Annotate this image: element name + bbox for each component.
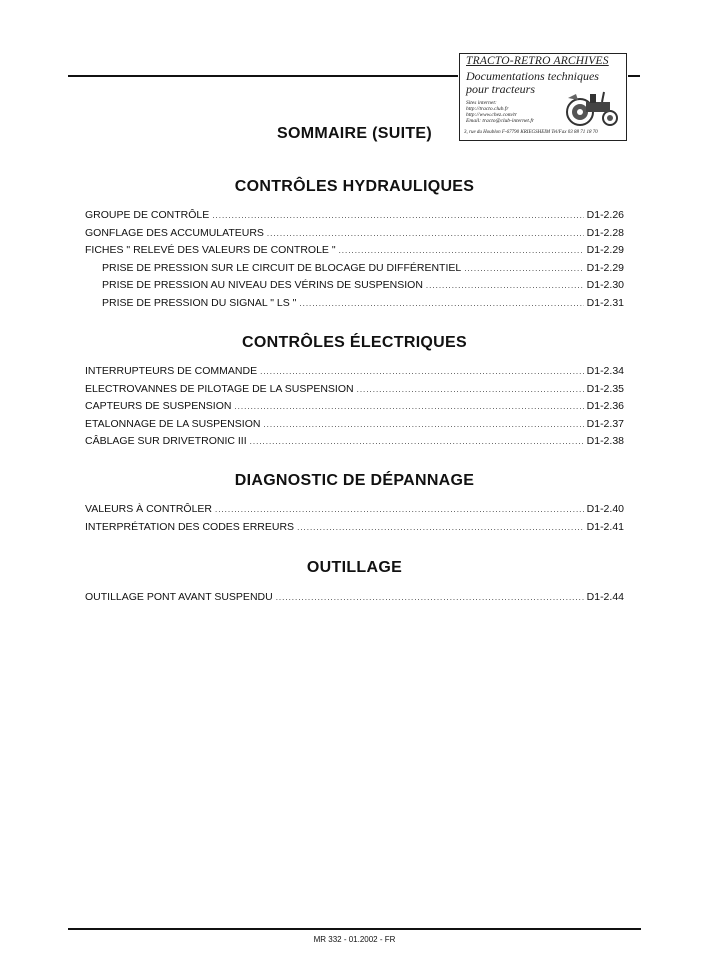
footer-rule (68, 928, 641, 930)
toc-entry[interactable] (85, 521, 624, 539)
toc-diagnostic (85, 503, 624, 538)
toc-electrical (85, 365, 624, 453)
toc-entry-label: PRISE DE PRESSION AU NIVEAU DES VÉRINS DE SUSPENSION (102, 279, 423, 291)
toc-entry-page: D1-2.40 (586, 503, 624, 515)
toc-tooling (85, 591, 624, 609)
section-title-diagnostic: DIAGNOSTIC DE DÉPANNAGE (234, 472, 475, 489)
toc-entry-label: GROUPE DE CONTRÔLE (85, 209, 210, 221)
stamp-sites-label: Sites internet: (466, 100, 497, 106)
toc-entry-label: INTERRUPTEURS DE COMMANDE (85, 365, 258, 377)
toc-entry-page: D1-2.31 (586, 296, 624, 309)
toc-entry-page: D1-2.29 (586, 261, 624, 274)
header-rule (68, 75, 458, 77)
toc-entry[interactable] (85, 435, 624, 453)
toc-leader-dots (276, 593, 584, 602)
toc-entry-page: D1-2.28 (586, 226, 624, 239)
toc-leader-dots (357, 385, 584, 394)
toc-leader-dots (297, 523, 584, 532)
toc-entry-label: VALEURS À CONTRÔLER (85, 503, 212, 515)
toc-subentry[interactable] (85, 297, 624, 315)
toc-leader-dots (215, 505, 584, 514)
tractor-illustration-icon (564, 88, 622, 128)
toc-entry-label: ELECTROVANNES DE PILOTAGE DE LA SUSPENSION (85, 382, 354, 395)
toc-leader-dots (267, 229, 584, 238)
toc-entry[interactable] (85, 383, 624, 401)
toc-entry[interactable] (85, 227, 624, 245)
toc-entry-label: PRISE DE PRESSION SUR LE CIRCUIT DE BLOCAGE DU DIFFÉRENTIEL (102, 261, 462, 274)
page-title: SOMMAIRE (SUITE) (276, 125, 433, 142)
toc-entry-page: D1-2.34 (586, 365, 624, 377)
toc-entry[interactable] (85, 503, 624, 521)
toc-entry-label: INTERPRÉTATION DES CODES ERREURS (85, 520, 295, 533)
toc-entry-label: CÂBLAGE SUR DRIVETRONIC III (85, 435, 247, 447)
toc-entry-page: D1-2.26 (586, 209, 624, 221)
stamp-site-1: http://tracto.club.fr (466, 106, 509, 112)
toc-leader-dots (212, 211, 583, 220)
toc-entry-label: CAPTEURS DE SUSPENSION (85, 400, 232, 412)
toc-entry-page: D1-2.37 (586, 417, 624, 430)
toc-entry[interactable] (85, 365, 624, 383)
toc-leader-dots (299, 299, 583, 308)
toc-leader-dots (234, 402, 583, 411)
toc-hydraulic (85, 209, 624, 314)
toc-entry-page: D1-2.29 (586, 244, 624, 256)
toc-subentry[interactable] (85, 262, 624, 280)
header-rule-right (628, 75, 640, 77)
toc-leader-dots (250, 437, 584, 446)
toc-leader-dots (263, 420, 583, 429)
section-title-tooling: OUTILLAGE (306, 559, 403, 576)
section-title-hydraulic: CONTRÔLES HYDRAULIQUES (234, 178, 475, 195)
toc-entry[interactable] (85, 591, 624, 609)
toc-entry-page: D1-2.38 (586, 435, 624, 447)
toc-entry-page: D1-2.30 (586, 279, 624, 291)
toc-subentry[interactable] (85, 279, 624, 297)
toc-leader-dots (426, 281, 584, 290)
toc-entry[interactable] (85, 418, 624, 436)
section-title-electrical: CONTRÔLES ÉLECTRIQUES (242, 334, 467, 351)
toc-entry-label: FICHES " RELEVÉ DES VALEURS DE CONTROLE " (85, 244, 336, 256)
stamp-address: 3, rue du Houblon F-67790 KRIEGSHEIM Tel/Fax 03 88 71 18 70 (464, 130, 598, 135)
toc-entry-page: D1-2.35 (586, 382, 624, 395)
toc-entry[interactable] (85, 244, 624, 262)
toc-entry[interactable] (85, 400, 624, 418)
toc-entry-label: OUTILLAGE PONT AVANT SUSPENDU (85, 591, 273, 603)
toc-entry-label: ETALONNAGE DE LA SUSPENSION (85, 417, 261, 430)
toc-entry[interactable] (85, 209, 624, 227)
toc-leader-dots (339, 246, 584, 255)
stamp-site-2: http://www.chez.com/tr (466, 112, 517, 118)
toc-leader-dots (260, 367, 584, 376)
toc-entry-label: GONFLAGE DES ACCUMULATEURS (85, 226, 264, 239)
toc-entry-label: PRISE DE PRESSION DU SIGNAL " LS " (102, 296, 297, 309)
toc-entry-page: D1-2.44 (586, 591, 624, 603)
toc-entry-page: D1-2.41 (586, 520, 624, 533)
stamp-email: Email: tracto@club-internet.fr (466, 118, 534, 124)
footer-reference: MR 332 - 01.2002 - FR (313, 935, 396, 944)
stamp-subtitle-1: Documentations techniques (466, 69, 599, 83)
toc-entry-page: D1-2.36 (586, 400, 624, 412)
stamp-subtitle-2: pour tracteurs (466, 82, 535, 96)
toc-leader-dots (464, 264, 583, 273)
stamp-title: TRACTO-RETRO ARCHIVES (466, 55, 609, 67)
